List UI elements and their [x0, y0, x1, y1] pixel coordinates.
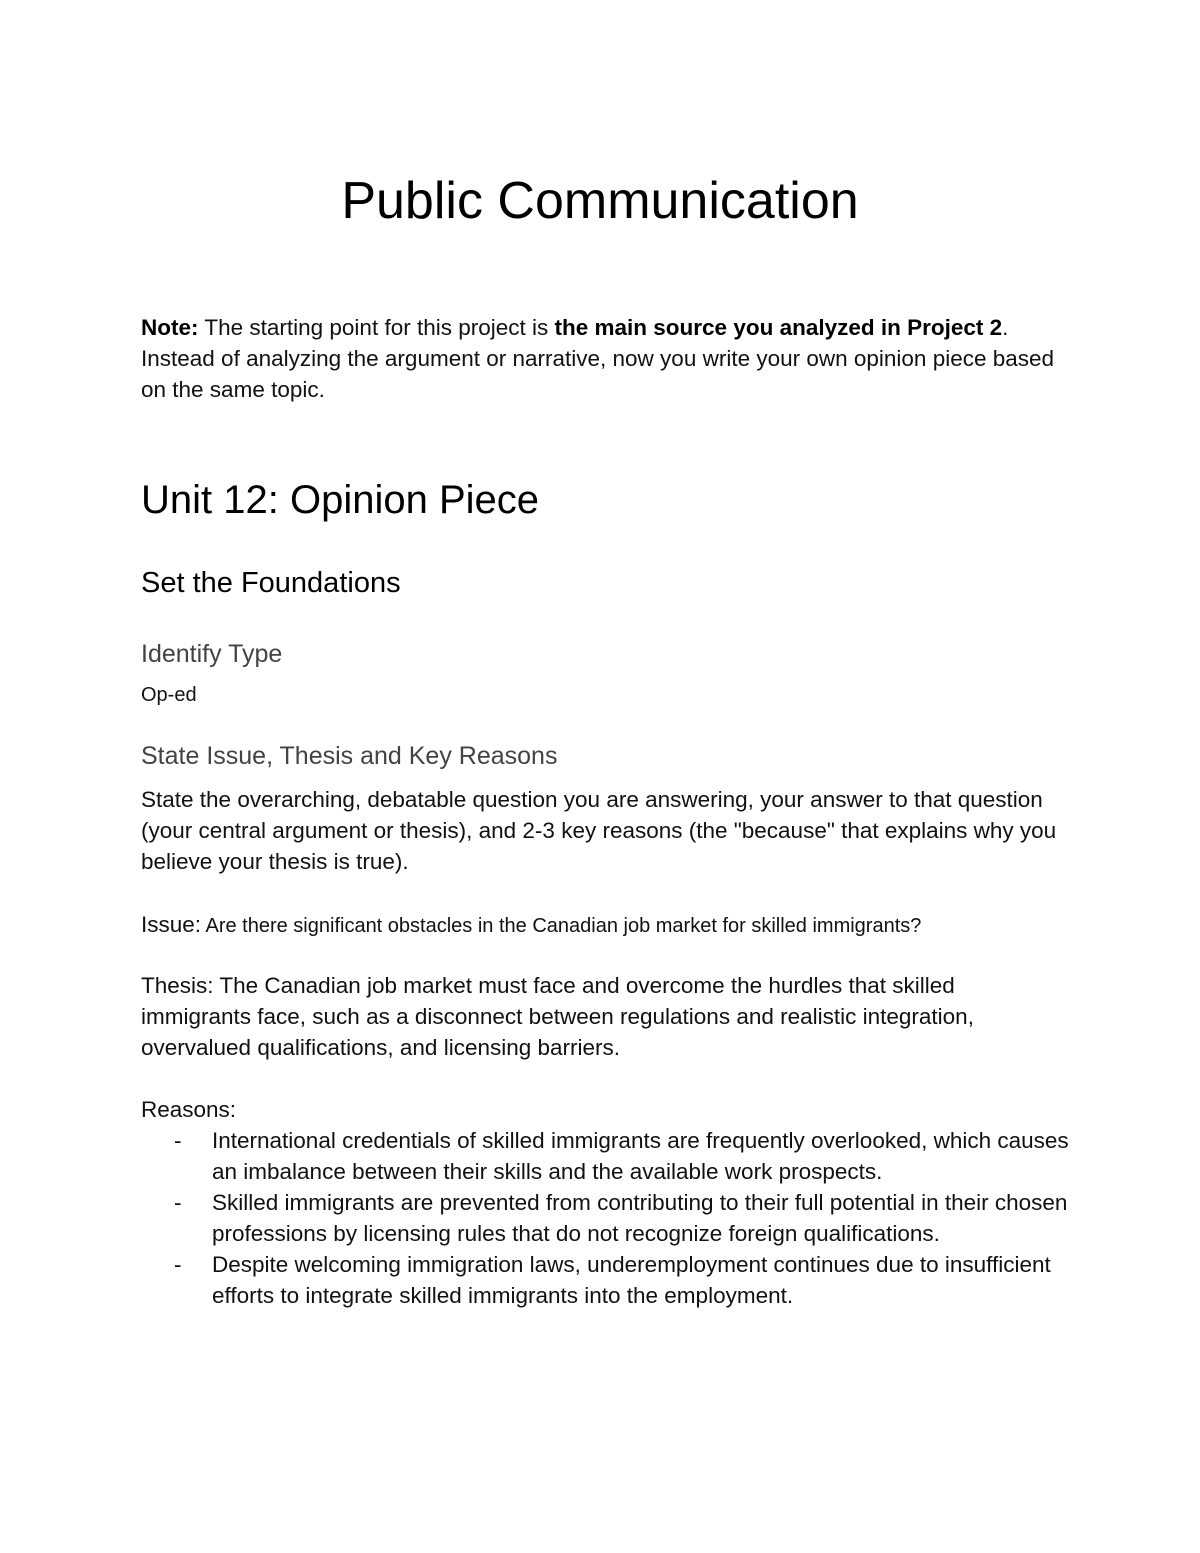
note-paragraph [141, 312, 1071, 405]
reason-text: Skilled immigrants are prevented from contributing to their full potential in their chosen professions by licensing rules that do not recognize foreign qualifications. [212, 1190, 1068, 1246]
identify-type-value: Op-ed [141, 684, 197, 706]
list-item [141, 1187, 1081, 1249]
thesis-paragraph: Thesis: The Canadian job market must face and overcome the hurdles that skilled immigrants face, such as a disconnect between regulations and realistic integration, overvalued qualifications, and licensing barriers. [141, 973, 974, 1060]
reason-text: International credentials of skilled immigrants are frequently overlooked, which causes an imbalance between their skills and the available work prospects. [212, 1128, 1069, 1184]
state-issue-heading: State Issue, Thesis and Key Reasons [141, 742, 558, 770]
issue-paragraph [141, 909, 1071, 942]
reasons-list [141, 1125, 1081, 1311]
note-text-after: . Instead of analyzing the argument or narrative, now you write your own opinion piece based on the same topic. [141, 315, 1055, 402]
issue-text: Are there significant obstacles in the Canadian job market for skilled immigrants? [201, 915, 922, 937]
list-item [141, 1249, 1081, 1311]
bullet-dash: - [174, 1128, 182, 1153]
document-title: Public Communication [341, 172, 859, 230]
bullet-dash: - [174, 1190, 182, 1215]
note-bold-phrase: the main source you analyzed in Project 2 [554, 315, 1003, 340]
list-item [141, 1125, 1081, 1187]
note-label: Note: [141, 315, 199, 340]
identify-type-heading: Identify Type [141, 640, 283, 668]
reasons-label: Reasons: [141, 1097, 237, 1122]
unit-heading: Unit 12: Opinion Piece [141, 478, 540, 522]
instructions-paragraph: State the overarching, debatable question you are answering, your answer to that question (your central argument or thesis), and 2-3 key reasons (the "because" that explains why you believe your thesis is true). [141, 787, 1057, 874]
issue-label: Issue: [141, 912, 202, 937]
reason-text: Despite welcoming immigration laws, underemployment continues due to insufficient efforts to integrate skilled immigrants into the employment. [212, 1252, 1051, 1308]
bullet-dash: - [174, 1252, 182, 1277]
note-text-before: The starting point for this project is [198, 315, 555, 340]
section-heading: Set the Foundations [141, 567, 401, 599]
